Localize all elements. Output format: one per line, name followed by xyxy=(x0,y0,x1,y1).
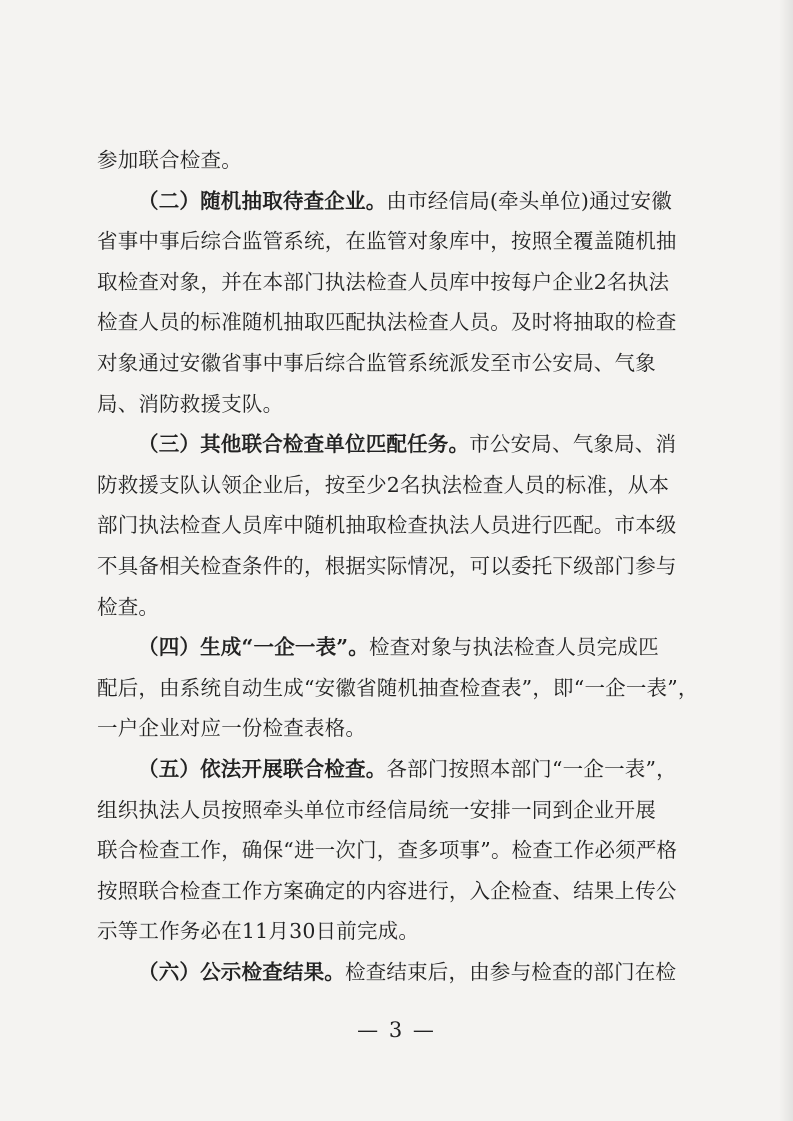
text-line: 不具备相关检查条件的，根据实际情况，可以委托下级部门参与 xyxy=(97,553,677,578)
page-number: — 3 — xyxy=(357,1018,436,1042)
section-heading: （五）依法开展联合检查。 xyxy=(138,756,387,781)
text-line: 一户企业对应一份检查表格。 xyxy=(97,716,367,741)
text-line: 取检查对象，并在本部门执法检查人员库中按每户企业2名执法 xyxy=(97,269,670,294)
text-line: 示等工作务必在11月30日前完成。 xyxy=(97,919,420,944)
section-heading: （四）生成“一企一表”。 xyxy=(138,635,369,660)
text-line: 由市经信局(牵头单位)通过安徽 xyxy=(386,188,672,213)
text-line: 省事中事后综合监管系统，在监管对象库中，按照全覆盖随机抽 xyxy=(97,229,677,254)
section-heading: （六）公示检查结果。 xyxy=(138,959,345,984)
text-line: 防救援支队认领企业后，按至少2名执法检查人员的标准，从本 xyxy=(97,472,670,497)
text-line: 对象通过安徽省事中事后综合监管系统派发至市公安局、气象 xyxy=(97,350,656,375)
section-6-first-line xyxy=(97,952,717,993)
text-line: 检查人员的标准随机抽取匹配执法检查人员。及时将抽取的检查 xyxy=(97,310,677,335)
text-line: 检查对象与执法检查人员完成匹 xyxy=(368,635,659,660)
text-line: 参加联合检查。 xyxy=(97,148,242,172)
text-line: 组织执法人员按照牵头单位市经信局统一安排一同到企业开展 xyxy=(97,797,656,822)
text-line: 部门执法检查人员库中随机抽取检查执法人员进行匹配。市本级 xyxy=(97,513,677,538)
section-2-first-line xyxy=(97,181,717,222)
text-line: 检查结束后，由参与检查的部门在检 xyxy=(345,959,677,984)
section-heading: （三）其他联合检查单位匹配任务。 xyxy=(138,432,470,457)
text-line: 按照联合检查工作方案确定的内容进行，入企检查、结果上传公 xyxy=(97,878,677,903)
text-line: 配后，由系统自动生成“安徽省随机抽查检查表”，即“一企一表”， xyxy=(97,675,699,700)
text-line: 各部门按照本部门“一企一表”， xyxy=(386,756,677,781)
text-line: 联合检查工作，确保“进一次门，查多项事”。检查工作必须严格 xyxy=(97,838,678,863)
document-body xyxy=(97,140,717,992)
text-line: 局、消防救援支队。 xyxy=(97,391,284,416)
text-line: 市公安局、气象局、消 xyxy=(469,432,677,457)
paragraph-continuation xyxy=(97,140,717,181)
section-4-first-line xyxy=(97,627,717,668)
section-5-first-line xyxy=(97,749,717,790)
scan-edge-shadow xyxy=(779,0,793,1121)
text-line: 检查。 xyxy=(97,594,160,619)
section-heading: （二）随机抽取待查企业。 xyxy=(138,188,387,213)
section-3-first-line xyxy=(97,424,717,465)
